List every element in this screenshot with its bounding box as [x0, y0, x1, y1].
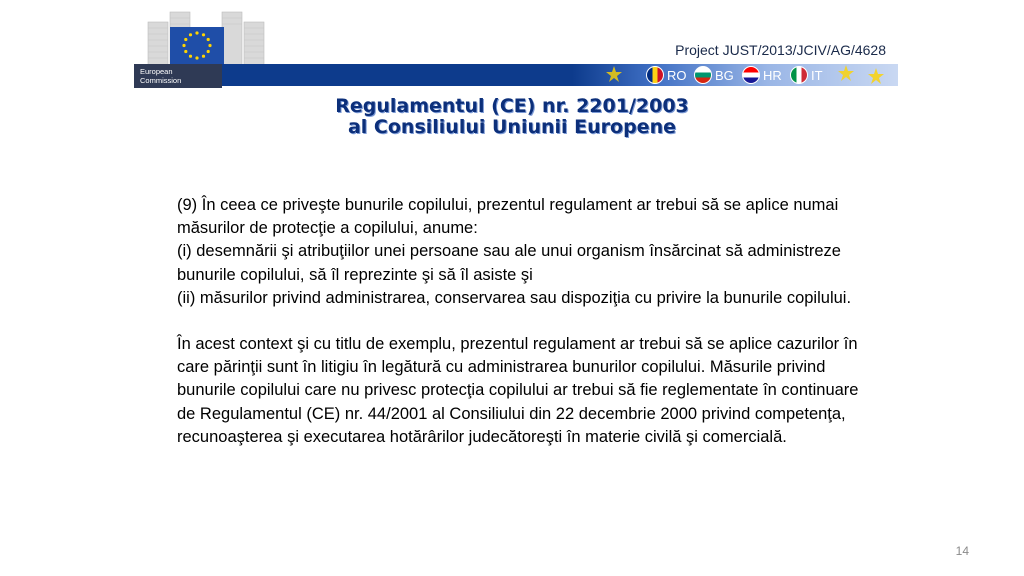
slide-title-line1: Regulamentul (CE) nr. 2201/2003: [335, 95, 689, 117]
paragraph-i: (i) desemnării şi atribuţiilor unei persoane sau ale unui organism însărcinat să administreze bunurile copilului, să îl reprezinte şi să îl asiste şi: [177, 242, 841, 284]
ro-flag-icon: [646, 66, 664, 84]
paragraph-ii: (ii) măsurilor privind administrarea, conservarea sau dispoziţia cu privire la bunurile copilului.: [177, 288, 852, 307]
slide-body: [177, 194, 877, 449]
logo-label: [140, 67, 181, 85]
slide-title-line2: al Consiliului Uniunii Europene: [347, 116, 676, 138]
country-it: [790, 66, 823, 84]
hr-flag-icon: [742, 66, 760, 84]
eu-flag: [170, 27, 224, 64]
logo-label-line1: European: [140, 67, 173, 76]
eu-stars-icon: [170, 27, 224, 64]
logo-label-line2: Commission: [140, 76, 182, 85]
country-bg-label: BG: [715, 67, 734, 83]
page-number: 14: [955, 544, 969, 558]
country-ro-label: RO: [667, 67, 687, 83]
paragraph-9: (9) În ceea ce priveşte bunurile copilului, prezentul regulament ar trebui să se aplice numai măsurilor de protecţie a copilului, anume:: [177, 196, 839, 238]
paragraph-spacer: [177, 310, 877, 333]
project-label: Project JUST/2013/JCIV/AG/4628: [675, 42, 886, 58]
slide-title: [0, 96, 1024, 138]
country-hr: [742, 66, 782, 84]
country-bg: [694, 66, 734, 84]
bg-flag-icon: [694, 66, 712, 84]
country-it-label: IT: [811, 67, 823, 83]
it-flag-icon: [790, 66, 808, 84]
paragraph-context: În acest context şi cu titlu de exemplu, prezentul regulament ar trebui să se aplice cazurilor în care părinţii sunt în litigiu în legătură cu administrarea bunurilor copilului. Măsurile privind bunurile copilului care nu privesc protecţia copilului ar trebui să fie reglementate în continuare de Regulamentul (CE) nr. 44/2001 al Consiliului din 22 decembrie 2000 privind competenţa, recunoaşterea şi executarea hotărârilor judecătoreşti în materie civilă şi comercială.: [177, 335, 859, 446]
country-hr-label: HR: [763, 67, 782, 83]
country-ro: [646, 66, 687, 84]
